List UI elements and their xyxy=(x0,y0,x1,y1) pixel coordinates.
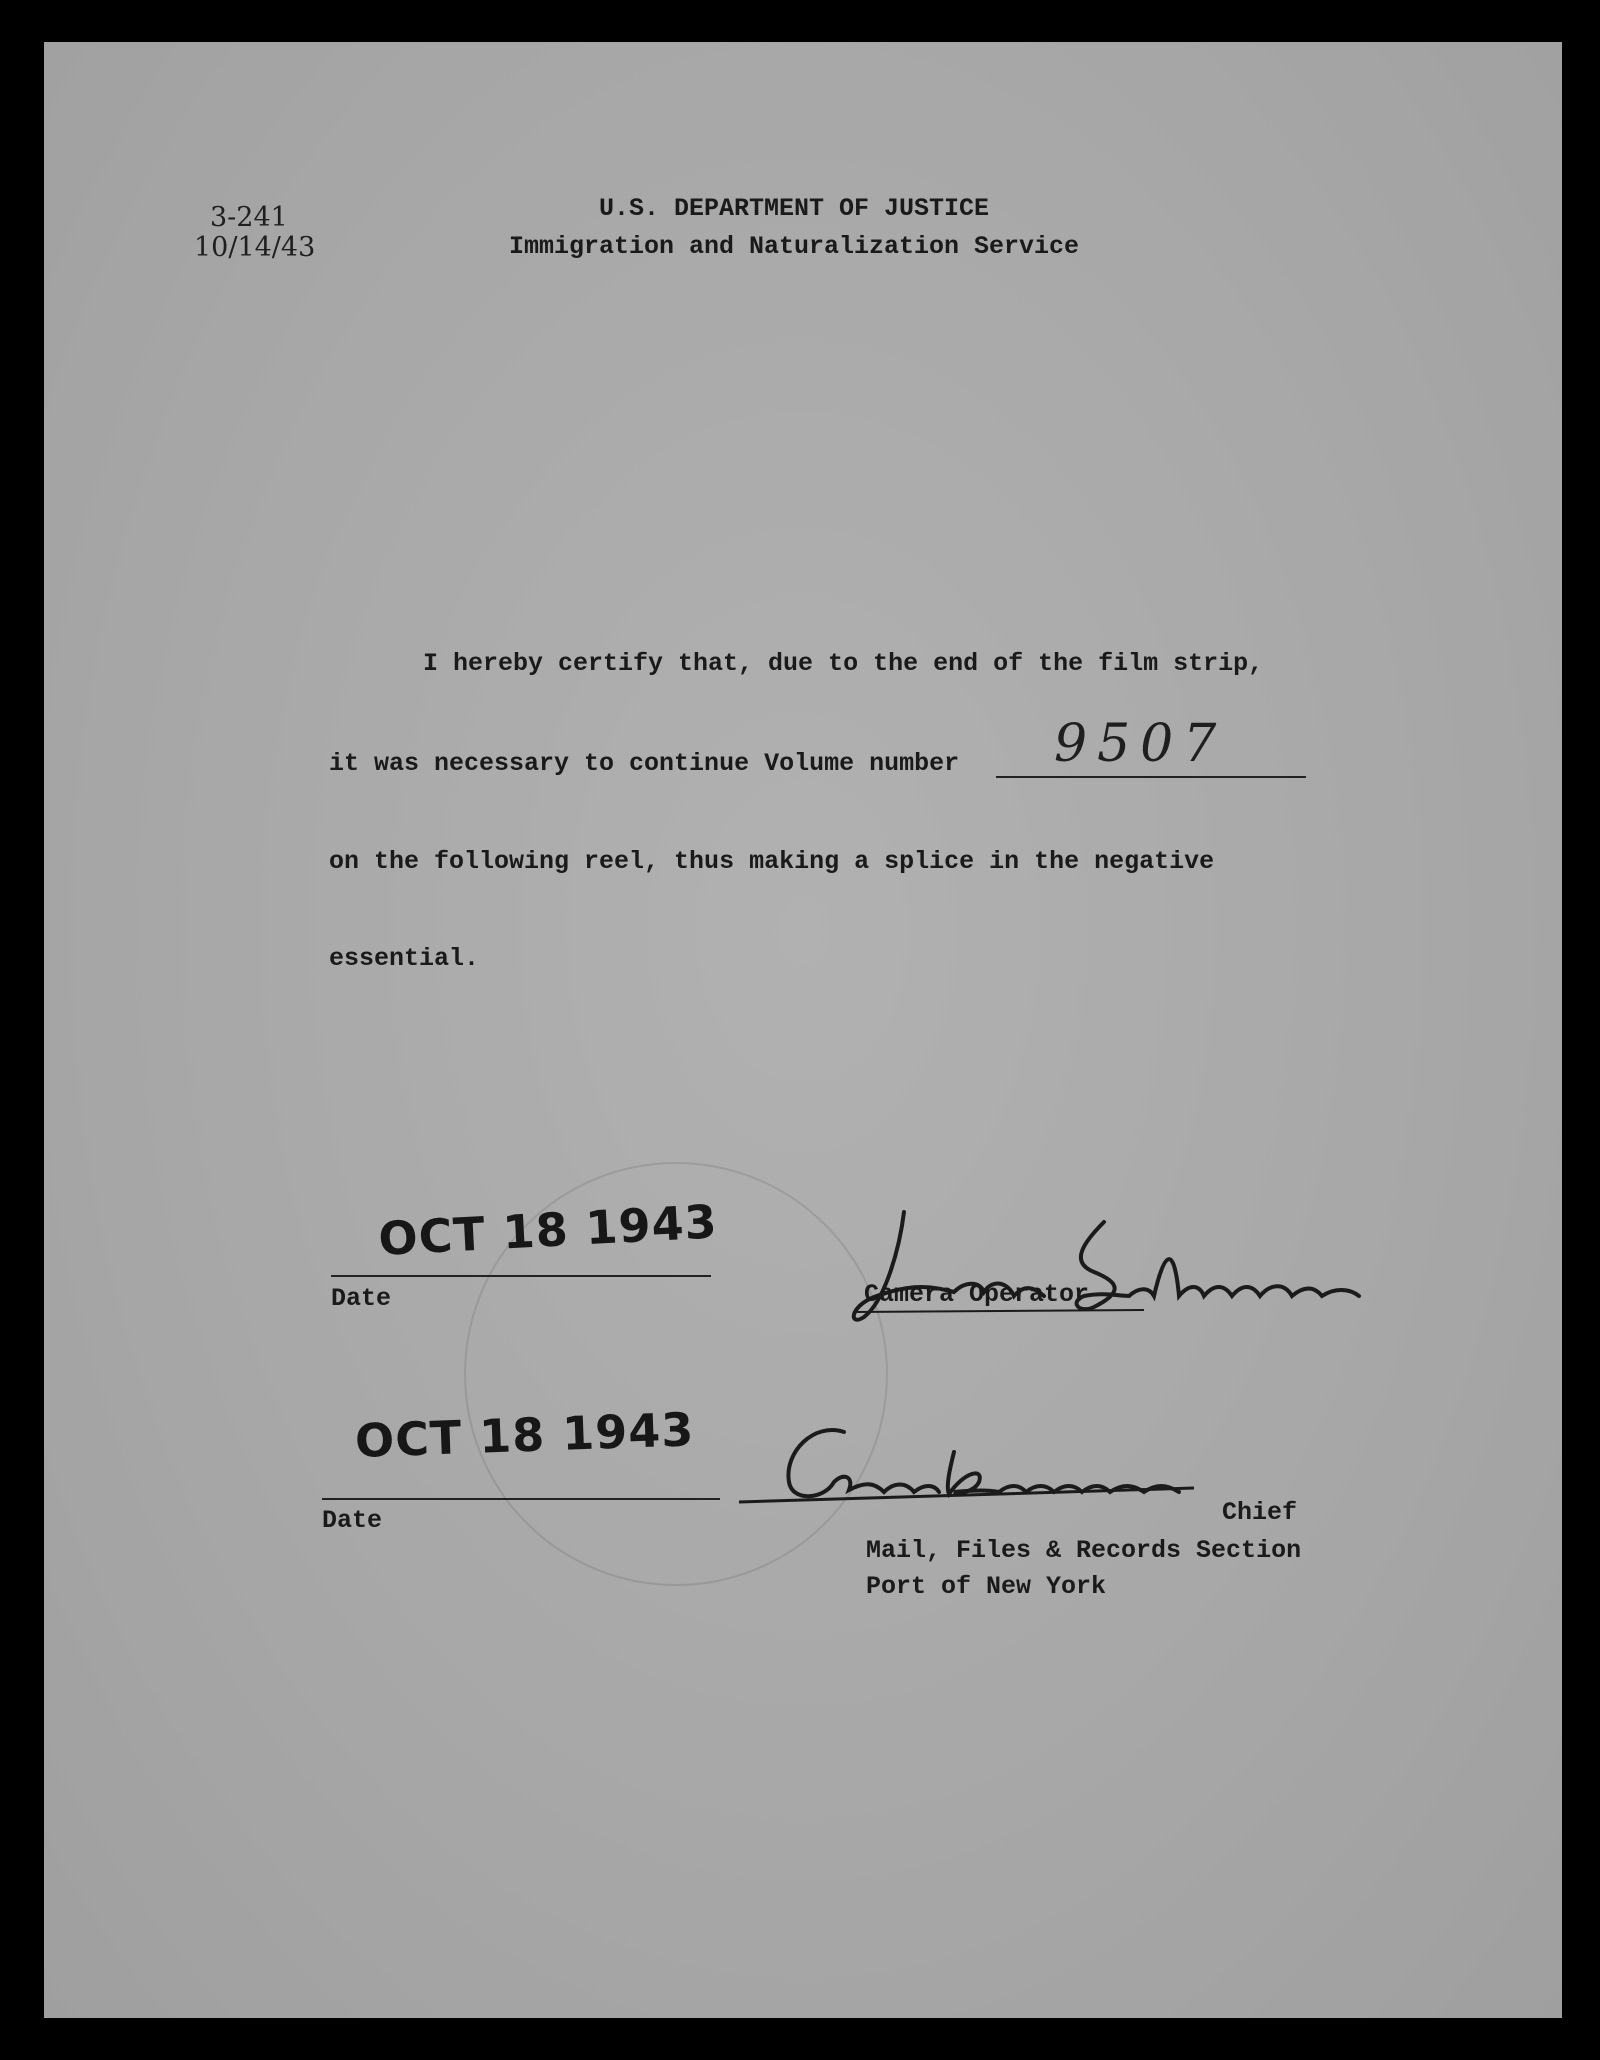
chief-date-stamp: OCT 18 1943 xyxy=(354,1402,696,1468)
operator-signature xyxy=(844,1192,1364,1332)
port-of-new-york: Port of New York xyxy=(866,1572,1107,1601)
certification-line-2: it was necessary to continue Volume number xyxy=(329,749,960,778)
operator-date-label: Date xyxy=(331,1284,392,1313)
form-number: 3-241 xyxy=(210,202,288,233)
camera-operator-title: Camera Operator xyxy=(864,1280,1090,1309)
chief-signature xyxy=(734,1412,1254,1522)
operator-date-line xyxy=(331,1275,711,1277)
certification-line-4: essential. xyxy=(329,944,480,973)
document-sheet xyxy=(44,42,1562,2018)
certification-line-3: on the following reel, thus making a splice in the negative xyxy=(329,847,1215,876)
mail-files-records-section: Mail, Files & Records Section xyxy=(866,1536,1302,1565)
department-heading: U.S. DEPARTMENT OF JUSTICE xyxy=(598,194,990,223)
chief-date-line xyxy=(322,1498,720,1500)
chief-date-label: Date xyxy=(322,1506,383,1535)
certification-line-1: I hereby certify that, due to the end of the film strip, xyxy=(423,649,1264,678)
service-heading: Immigration and Naturalization Service xyxy=(508,232,1080,261)
volume-number-underline xyxy=(996,776,1306,778)
volume-number: 9507 xyxy=(1054,714,1227,774)
form-date: 10/14/43 xyxy=(194,232,316,263)
operator-date-stamp: OCT 18 1943 xyxy=(377,1194,719,1266)
chief-title: Chief xyxy=(1222,1498,1298,1527)
